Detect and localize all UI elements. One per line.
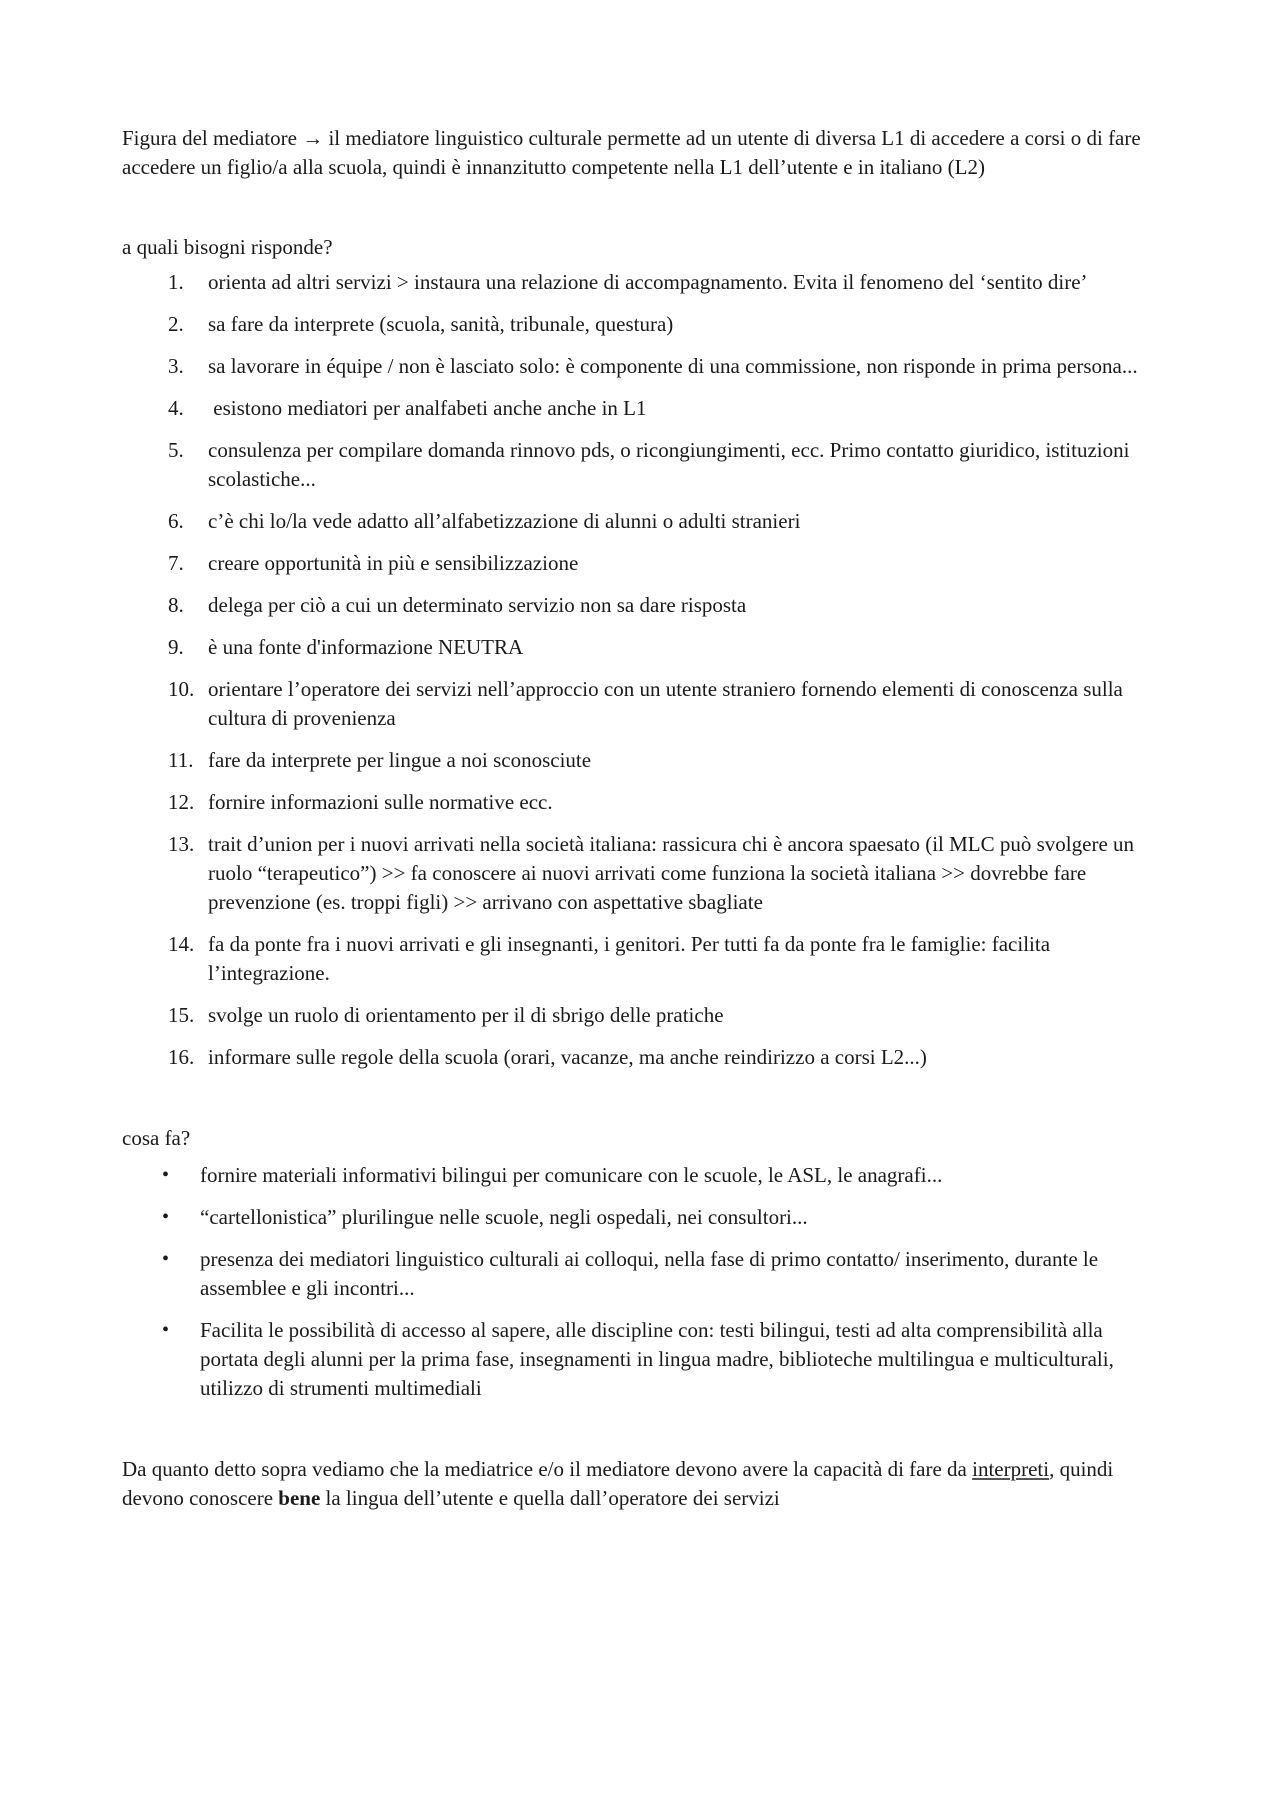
list-number: 11. bbox=[168, 748, 194, 772]
bullet-icon: • bbox=[162, 1248, 170, 1270]
list-item-text: trait d’union per i nuovi arrivati nella società italiana: rassicura chi è ancora spaesato (il MLC può svolgere un ruolo “terapeutico”) >> fa conoscere ai nuovi arrivati come funziona la società italiana >> dovrebbe fare prevenzione (es. troppi figli) >> arrivano con aspettative sbagliate bbox=[208, 832, 1135, 914]
list-number: 12. bbox=[168, 790, 195, 814]
list-item-text: sa lavorare in équipe / non è lasciato solo: è componente di una commissione, non risponde in prima persona... bbox=[208, 354, 1138, 378]
bullet-icon: • bbox=[162, 1164, 170, 1186]
list-item-text: “cartellonistica” plurilingue nelle scuole, negli ospedali, nei consultori... bbox=[200, 1205, 808, 1229]
list-item bbox=[122, 830, 1162, 917]
does-list bbox=[122, 1161, 1162, 1403]
conclusion-text: la lingua dell’utente e quella dall’operatore dei servizi bbox=[320, 1486, 780, 1510]
list-item bbox=[122, 436, 1162, 494]
list-number: 14. bbox=[168, 932, 195, 956]
conclusion-paragraph bbox=[122, 1455, 1162, 1513]
list-number: 16. bbox=[168, 1045, 195, 1069]
list-item-text: esistono mediatori per analfabeti anche anche in L1 bbox=[208, 396, 647, 420]
underlined-term: interpreti bbox=[972, 1457, 1050, 1481]
list-number: 4. bbox=[168, 396, 184, 420]
list-item-text: orientare l’operatore dei servizi nell’approccio con un utente straniero fornendo elementi di conoscenza sulla cultura di provenienza bbox=[208, 677, 1123, 730]
list-item-text: fornire materiali informativi bilingui per comunicare con le scuole, le ASL, le anagrafi... bbox=[200, 1163, 943, 1187]
list-item bbox=[122, 675, 1162, 733]
list-item-text: informare sulle regole della scuola (orari, vacanze, ma anche reindirizzo a corsi L2...) bbox=[208, 1045, 927, 1069]
list-number: 15. bbox=[168, 1003, 195, 1027]
list-number: 7. bbox=[168, 551, 184, 575]
bold-term: bene bbox=[278, 1486, 321, 1510]
conclusion-text: , quindi devono conoscere bbox=[122, 1457, 1114, 1510]
list-item bbox=[122, 268, 1162, 297]
list-item-text: orienta ad altri servizi > instaura una relazione di accompagnamento. Evita il fenomeno del ‘sentito dire’ bbox=[208, 270, 1088, 294]
list-item bbox=[122, 394, 1162, 423]
list-item-text: fare da interprete per lingue a noi sconosciute bbox=[208, 748, 592, 772]
needs-heading: a quali bisogni risponde? bbox=[122, 235, 333, 259]
bullet-icon: • bbox=[162, 1206, 170, 1228]
list-number: 1. bbox=[168, 270, 184, 294]
bullet-icon: • bbox=[162, 1319, 170, 1341]
list-item bbox=[122, 930, 1162, 988]
list-item bbox=[122, 549, 1162, 578]
list-item-text: c’è chi lo/la vede adatto all’alfabetizzazione di alunni o adulti stranieri bbox=[208, 509, 801, 533]
list-item-text: Facilita le possibilità di accesso al sapere, alle discipline con: testi bilingui, testi ad alta comprensibilità alla portata degli alunni per la prima fase, insegnamenti in lingua madre, biblioteche multilingua e multiculturali, utilizzo di strumenti multimediali bbox=[200, 1318, 1114, 1400]
list-item-text: creare opportunità in più e sensibilizzazione bbox=[208, 551, 579, 575]
list-item-text: delega per ciò a cui un determinato servizio non sa dare risposta bbox=[208, 593, 747, 617]
conclusion-text: Da quanto detto sopra vediamo che la mediatrice e/o il mediatore devono avere la capacità di fare da bbox=[122, 1457, 973, 1481]
list-number: 2. bbox=[168, 312, 184, 336]
list-number: 13. bbox=[168, 832, 195, 856]
does-heading: cosa fa? bbox=[122, 1126, 191, 1150]
list-item bbox=[122, 352, 1162, 381]
list-number: 5. bbox=[168, 438, 184, 462]
list-item bbox=[122, 788, 1162, 817]
list-number: 10. bbox=[168, 677, 195, 701]
needs-list bbox=[122, 268, 1162, 1072]
list-item bbox=[122, 591, 1162, 620]
list-item bbox=[122, 1203, 1162, 1232]
list-item bbox=[122, 507, 1162, 536]
list-item-text: fornire informazioni sulle normative ecc. bbox=[208, 790, 553, 814]
list-item bbox=[122, 1001, 1162, 1030]
list-item-text: fa da ponte fra i nuovi arrivati e gli insegnanti, i genitori. Per tutti fa da ponte fra le famiglie: facilita l’integrazione. bbox=[208, 932, 1051, 985]
list-item-text: consulenza per compilare domanda rinnovo pds, o ricongiungimenti, ecc. Primo contatto giuridico, istituzioni scolastiche... bbox=[208, 438, 1130, 491]
list-item bbox=[122, 746, 1162, 775]
list-number: 3. bbox=[168, 354, 184, 378]
list-item bbox=[122, 633, 1162, 662]
intro-paragraph: Figura del mediatore → il mediatore linguistico culturale permette ad un utente di diversa L1 di accedere a corsi o di fare accedere un figlio/a alla scuola, quindi è innanzitutto competente nella L1 dell’utente e in italiano (L2) bbox=[122, 126, 1141, 179]
list-item bbox=[122, 1161, 1162, 1190]
list-item-text: sa fare da interprete (scuola, sanità, tribunale, questura) bbox=[208, 312, 674, 336]
list-number: 6. bbox=[168, 509, 184, 533]
document-page bbox=[122, 124, 1162, 1513]
list-item-text: è una fonte d'informazione NEUTRA bbox=[208, 635, 524, 659]
list-item bbox=[122, 310, 1162, 339]
list-number: 8. bbox=[168, 593, 184, 617]
list-item bbox=[122, 1245, 1162, 1303]
list-item bbox=[122, 1043, 1162, 1072]
list-item bbox=[122, 1316, 1162, 1403]
list-number: 9. bbox=[168, 635, 184, 659]
list-item-text: presenza dei mediatori linguistico culturali ai colloqui, nella fase di primo contatto/ inserimento, durante le assemblee e gli incontri... bbox=[200, 1247, 1099, 1300]
list-item-text: svolge un ruolo di orientamento per il di sbrigo delle pratiche bbox=[208, 1003, 724, 1027]
